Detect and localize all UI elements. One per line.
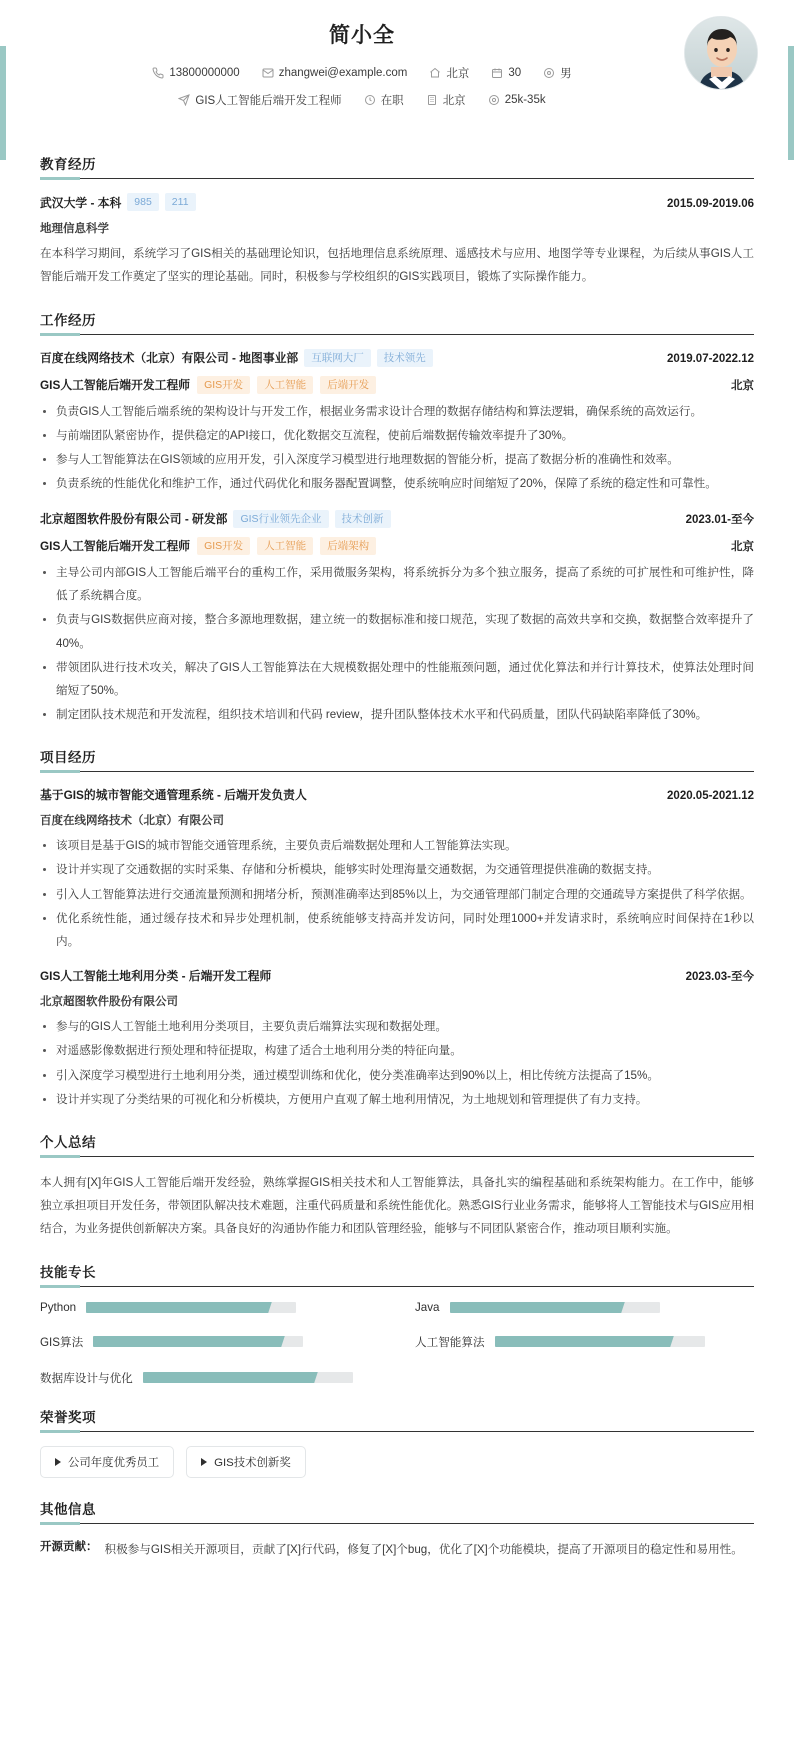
play-triangle-icon xyxy=(55,1458,61,1466)
home-icon xyxy=(429,67,441,79)
section-divider xyxy=(40,334,754,335)
job-status xyxy=(364,92,404,108)
bullet-item: 带领团队进行技术攻关，解决了GIS人工智能算法在大规模数据处理中的性能瓶颈问题，通过优化算法和并行计算技术，使算法处理时间缩短了50%。 xyxy=(40,656,754,702)
contact-age-text: 30 xyxy=(508,67,522,79)
section-accent xyxy=(40,333,80,336)
role-tag: 人工智能 xyxy=(257,537,313,555)
education-entry xyxy=(40,193,754,289)
section-divider xyxy=(40,1523,754,1524)
summary-text: 本人拥有[X]年GIS人工智能后端开发经验，熟练掌握GIS相关技术和人工智能算法，具备扎实的编程基础和系统架构能力。在工作中，能够独立承担项目开发任务，带领团队解决技术难题，注重代码质量和系统性能优化。熟悉GIS行业业务需求，能够将人工智能技术与GIS应用相结合，为业务提供创新解决方案。具备良好的沟通协作能力和团队管理经验，能够与不同团队紧密合作，推动项目顺利实施。 xyxy=(40,1175,754,1236)
section-header-other xyxy=(40,1498,754,1524)
skill-name: 人工智能算法 xyxy=(415,1335,485,1349)
company-name: 北京超图软件股份有限公司 - 研发部 xyxy=(40,512,228,527)
building-icon xyxy=(426,94,438,106)
other-info-row xyxy=(40,1538,754,1561)
skill-item xyxy=(415,1301,754,1314)
contact-gender-text: 男 xyxy=(560,68,572,80)
skill-name: GIS算法 xyxy=(40,1335,84,1349)
section-divider xyxy=(40,1156,754,1157)
project-entry-top xyxy=(40,967,754,984)
section-accent xyxy=(40,1155,80,1158)
skill-progress-fill xyxy=(450,1302,618,1313)
other-info-label: 开源贡献： xyxy=(40,1540,98,1553)
section-summary xyxy=(0,1131,794,1241)
work-date: 2023.01-至今 xyxy=(685,514,754,527)
skill-name: Java xyxy=(415,1300,440,1314)
project-date: 2023.03-至今 xyxy=(685,971,754,984)
role-tag: 后端开发 xyxy=(320,376,376,394)
section-divider xyxy=(40,178,754,179)
section-accent xyxy=(40,177,80,180)
bullet-item: 参与人工智能算法在GIS领域的应用开发，引入深度学习模型进行地理数据的智能分析，提高了数据分析的准确性和效率。 xyxy=(40,448,754,471)
section-header-work xyxy=(40,309,754,335)
company-tag: 技术创新 xyxy=(335,510,391,528)
work-location: 北京 xyxy=(731,379,754,392)
company-tag: GIS行业领先企业 xyxy=(233,510,328,528)
section-title: 荣誉奖项 xyxy=(40,1409,96,1425)
education-date: 2015.09-2019.06 xyxy=(667,197,754,210)
send-icon xyxy=(178,94,190,106)
section-header-projects xyxy=(40,746,754,772)
section-header-awards xyxy=(40,1406,754,1432)
section-title: 项目经历 xyxy=(40,750,96,766)
avatar xyxy=(684,16,758,90)
work-role-left xyxy=(40,537,376,555)
desired-position xyxy=(178,92,341,108)
page-title: 简小全 xyxy=(329,24,395,47)
section-header-skills xyxy=(40,1261,754,1287)
project-bullets xyxy=(40,834,754,953)
education-entry-left xyxy=(40,193,196,211)
skill-progress-track xyxy=(495,1336,705,1347)
award-label: GIS技术创新奖 xyxy=(214,1456,291,1469)
project-entry xyxy=(40,967,754,1111)
project-date: 2020.05-2021.12 xyxy=(667,790,754,803)
award-chip[interactable] xyxy=(40,1446,174,1478)
company-tag: 互联网大厂 xyxy=(304,349,371,367)
section-accent xyxy=(40,770,80,773)
project-name: 基于GIS的城市智能交通管理系统 - 后端开发负责人 xyxy=(40,788,307,803)
contact-phone-text: 13800000000 xyxy=(169,67,240,79)
section-title: 其他信息 xyxy=(40,1501,96,1517)
work-role-line xyxy=(40,376,754,394)
job-status-text: 在职 xyxy=(380,95,404,107)
status-icon xyxy=(364,94,376,106)
skills-grid xyxy=(40,1301,754,1386)
education-major: 地理信息科学 xyxy=(40,223,109,236)
work-location: 北京 xyxy=(731,540,754,553)
awards-list xyxy=(40,1446,754,1478)
award-chip[interactable] xyxy=(186,1446,306,1478)
section-divider xyxy=(40,771,754,772)
award-label: 公司年度优秀员工 xyxy=(68,1456,160,1469)
bullet-item: 引入人工智能算法进行交通流量预测和拥堵分析，预测准确率达到85%以上，为交通管理部门制定合理的交通疏导方案提供了科学依据。 xyxy=(40,883,754,906)
work-bullets xyxy=(40,400,754,496)
work-entry xyxy=(40,349,754,496)
role-tag: GIS开发 xyxy=(197,537,250,555)
section-education xyxy=(0,153,794,289)
skill-name: 数据库设计与优化 xyxy=(40,1371,133,1385)
bullet-item: 负责系统的性能优化和维护工作，通过代码优化和服务器配置调整，使系统响应时间缩短了20%，保障了系统的稳定性和可靠性。 xyxy=(40,472,754,495)
section-skills xyxy=(0,1261,794,1386)
other-info-text: 积极参与GIS相关开源项目，贡献了[X]行代码，修复了[X]个bug，优化了[X]个功能模块，提高了开源项目的稳定性和易用性。 xyxy=(104,1542,743,1556)
section-accent xyxy=(40,1285,80,1288)
skill-item xyxy=(40,1301,379,1314)
section-title: 工作经历 xyxy=(40,312,96,328)
skill-progress-track xyxy=(93,1336,303,1347)
work-entry-top xyxy=(40,510,754,528)
school-tag: 211 xyxy=(165,193,196,211)
bullet-item: 参与的GIS人工智能土地利用分类项目，主要负责后端算法实现和数据处理。 xyxy=(40,1015,754,1038)
company-tag: 技术领先 xyxy=(377,349,433,367)
bullet-item: 主导公司内部GIS人工智能后端平台的重构工作，采用微服务架构，将系统拆分为多个独立服务，提高了系统的可扩展性和可维护性，降低了系统耦合度。 xyxy=(40,561,754,607)
section-accent xyxy=(40,1430,80,1433)
company-name: 百度在线网络技术（北京）有限公司 - 地图事业部 xyxy=(40,351,299,366)
gender-icon xyxy=(543,67,555,79)
bullet-item: 与前端团队紧密协作，提供稳定的API接口，优化数据交互流程，使前后端数据传输效率提升了30%。 xyxy=(40,424,754,447)
contact-row-secondary xyxy=(40,92,754,108)
bullet-item: 优化系统性能，通过缓存技术和异步处理机制，使系统能够支持高并发访问，同时处理1000+并发请求时，系统响应时间保持在1秒以内。 xyxy=(40,907,754,953)
contact-phone xyxy=(152,67,239,79)
work-entry-top xyxy=(40,349,754,367)
role-tag: GIS开发 xyxy=(197,376,250,394)
bullet-item: 负责GIS人工智能后端系统的架构设计与开发工作，根据业务需求设计合理的数据存储结构和算法逻辑，确保系统的高效运行。 xyxy=(40,400,754,423)
section-title: 个人总结 xyxy=(40,1134,96,1150)
work-entry-left xyxy=(40,349,433,367)
skill-item xyxy=(40,1334,379,1350)
desired-position-text: GIS人工智能后端开发工程师 xyxy=(195,95,342,107)
contact-age xyxy=(491,67,521,79)
project-company: 百度在线网络技术（北京）有限公司 xyxy=(40,815,224,828)
desired-city xyxy=(426,92,466,108)
contact-city xyxy=(429,65,469,81)
section-accent xyxy=(40,1522,80,1525)
project-bullets xyxy=(40,1015,754,1111)
section-work xyxy=(0,309,794,727)
play-triangle-icon xyxy=(201,1458,207,1466)
section-other-info xyxy=(0,1498,794,1561)
role-title: GIS人工智能后端开发工程师 xyxy=(40,539,191,554)
work-entry-left xyxy=(40,510,391,528)
work-date: 2019.07-2022.12 xyxy=(667,353,754,366)
section-header-summary xyxy=(40,1131,754,1157)
skill-progress-fill xyxy=(93,1336,278,1347)
bullet-item: 设计并实现了分类结果的可视化和分析模块，方便用户直观了解土地利用情况，为土地规划和管理提供了有力支持。 xyxy=(40,1088,754,1111)
project-name: GIS人工智能土地利用分类 - 后端开发工程师 xyxy=(40,969,272,984)
project-entry xyxy=(40,786,754,953)
work-role-line xyxy=(40,537,754,555)
bullet-item: 对遥感影像数据进行预处理和特征提取，构建了适合土地利用分类的特征向量。 xyxy=(40,1039,754,1062)
skill-progress-track xyxy=(86,1302,296,1313)
contact-city-text: 北京 xyxy=(446,68,470,80)
desired-salary-text: 25k-35k xyxy=(504,94,546,106)
salary-icon xyxy=(488,94,500,106)
contact-gender xyxy=(543,65,572,81)
project-company: 北京超图软件股份有限公司 xyxy=(40,996,178,1009)
skill-progress-fill xyxy=(495,1336,667,1347)
contact-email-text: zhangwei@example.com xyxy=(278,67,408,79)
section-title: 教育经历 xyxy=(40,157,96,172)
desired-salary xyxy=(488,94,546,106)
calendar-icon xyxy=(491,67,503,79)
section-divider xyxy=(40,1286,754,1287)
resume-header xyxy=(0,0,794,133)
work-entry xyxy=(40,510,754,727)
skill-item xyxy=(40,1370,379,1386)
section-divider xyxy=(40,1431,754,1432)
work-role-left xyxy=(40,376,376,394)
work-bullets xyxy=(40,561,754,726)
bullet-item: 负责与GIS数据供应商对接，整合多源地理数据，建立统一的数据标准和接口规范，实现了数据的高效共享和交换，数据整合效率提升了40%。 xyxy=(40,608,754,654)
project-entry-top xyxy=(40,786,754,803)
section-awards xyxy=(0,1406,794,1478)
role-tag: 人工智能 xyxy=(257,376,313,394)
skill-progress-fill xyxy=(86,1302,265,1313)
education-description: 在本科学习期间，系统学习了GIS相关的基础理论知识，包括地理信息系统原理、遥感技术与应用、地图学等专业课程，为后续从事GIS人工智能后端开发工作奠定了坚实的理论基础。同时，积极参与学校组织的GIS实践项目，锻炼了实际操作能力。 xyxy=(40,247,754,284)
skill-name: Python xyxy=(40,1300,77,1314)
phone-icon xyxy=(152,67,164,79)
section-header-education xyxy=(40,153,754,179)
skill-progress-fill xyxy=(143,1372,311,1383)
bullet-item: 设计并实现了交通数据的实时采集、存储和分析模块，能够实时处理海量交通数据，为交通管理提供准确的数据支持。 xyxy=(40,858,754,881)
role-tag: 后端架构 xyxy=(320,537,376,555)
bullet-item: 该项目是基于GIS的城市智能交通管理系统，主要负责后端数据处理和人工智能算法实现。 xyxy=(40,834,754,857)
section-title: 技能专长 xyxy=(40,1264,96,1280)
skill-progress-track xyxy=(143,1372,353,1383)
contact-row-primary xyxy=(40,65,754,81)
skill-progress-track xyxy=(450,1302,660,1313)
role-title: GIS人工智能后端开发工程师 xyxy=(40,378,191,393)
school-name: 武汉大学 - 本科 xyxy=(40,195,122,210)
desired-city-text: 北京 xyxy=(442,95,466,107)
section-projects xyxy=(0,746,794,1111)
skill-item xyxy=(415,1334,754,1350)
school-tag: 985 xyxy=(127,193,159,211)
bullet-item: 引入深度学习模型进行土地利用分类，通过模型训练和优化，使分类准确率达到90%以上，相比传统方法提高了15%。 xyxy=(40,1064,754,1087)
education-entry-top xyxy=(40,193,754,211)
bullet-item: 制定团队技术规范和开发流程，组织技术培训和代码 review，提升团队整体技术水平和代码质量，团队代码缺陷率降低了30%。 xyxy=(40,703,754,726)
mail-icon xyxy=(262,67,274,79)
contact-email xyxy=(262,67,408,79)
